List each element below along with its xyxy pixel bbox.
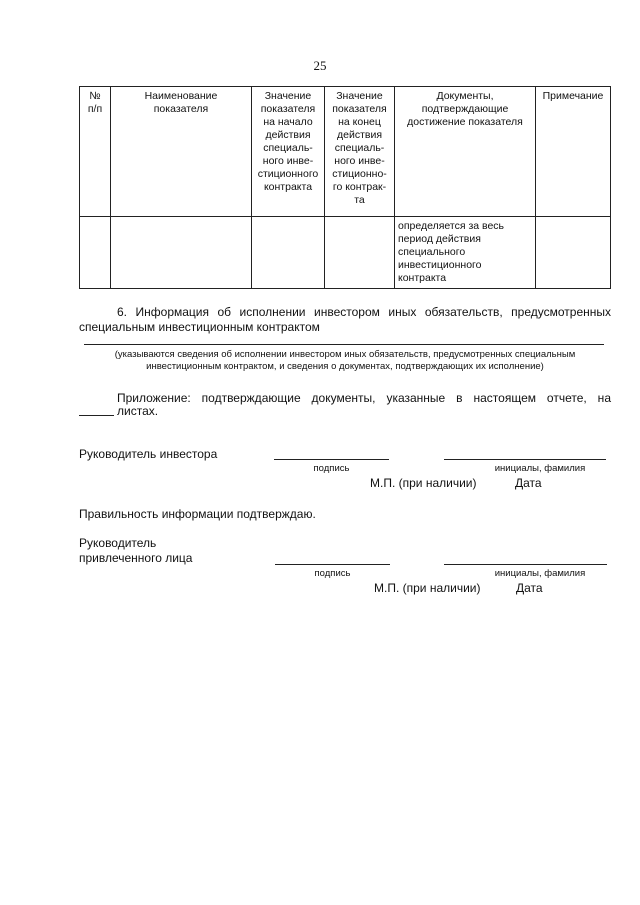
- section6-title-line1: 6. Информация об исполнении инвестором иных обязательств, предусмотренных: [117, 305, 611, 319]
- header-cell-end-value: Значение показателя на конец действия специаль- ного инве- стиционно- го контрак- та: [325, 87, 395, 217]
- table-header-row: [80, 87, 611, 217]
- signature2-signature-line: [275, 564, 390, 565]
- section6-note-line1: (указываются сведения об исполнении инвестором иных обязательств, предусмотренных специальным: [114, 349, 576, 360]
- indicators-table: [79, 86, 611, 289]
- appendix-line2: листах.: [117, 404, 159, 418]
- page-number: 25: [313, 58, 327, 73]
- table-cell: [325, 217, 395, 289]
- section6-title-line2: специальным инвестиционным контрактом: [79, 320, 320, 334]
- table-cell: [536, 217, 611, 289]
- signature2-role-line1: Руководитель: [79, 536, 157, 550]
- signature1-signature-line: [274, 459, 389, 460]
- header-cell-note: Примечание: [536, 87, 611, 217]
- signature2-name-caption: инициалы, фамилия: [494, 568, 586, 579]
- section6-fill-line: [84, 344, 604, 345]
- signature1-signature-caption: подпись: [313, 463, 350, 474]
- signature1-name-line: [444, 459, 606, 460]
- appendix-sheets-blank: [79, 415, 114, 416]
- table-row: [80, 217, 611, 289]
- signature2-role-line2: привлеченного лица: [79, 551, 193, 565]
- signature2-signature-caption: подпись: [314, 568, 351, 579]
- header-cell-documents: Документы, подтверждающие достижение показателя: [395, 87, 536, 217]
- table-cell: [252, 217, 325, 289]
- appendix-line1: Приложение: подтверждающие документы, указанные в настоящем отчете, на: [117, 391, 611, 405]
- header-cell-indicator-name: Наименование показателя: [111, 87, 252, 217]
- signature1-role: Руководитель инвестора: [79, 447, 218, 461]
- signature2-name-line: [444, 564, 607, 565]
- signature1-stamp: М.П. (при наличии): [370, 476, 477, 490]
- signature1-name-caption: инициалы, фамилия: [494, 463, 586, 474]
- signature2-date: Дата: [516, 581, 543, 595]
- header-cell-number: № п/п: [80, 87, 111, 217]
- header-cell-start-value: Значение показателя на начало действия специаль- ного инве- стиционного контракта: [252, 87, 325, 217]
- table-cell: [111, 217, 252, 289]
- confirmation-text: Правильность информации подтверждаю.: [79, 507, 316, 521]
- table-cell-documents: определяется за весь период действия специального инвестиционного контракта: [395, 217, 536, 289]
- signature2-stamp: М.П. (при наличии): [374, 581, 481, 595]
- signature1-date: Дата: [515, 476, 542, 490]
- section6-note-line2: инвестиционным контрактом, и сведения о документах, подтверждающих их исполнение): [146, 361, 544, 372]
- table-cell: [80, 217, 111, 289]
